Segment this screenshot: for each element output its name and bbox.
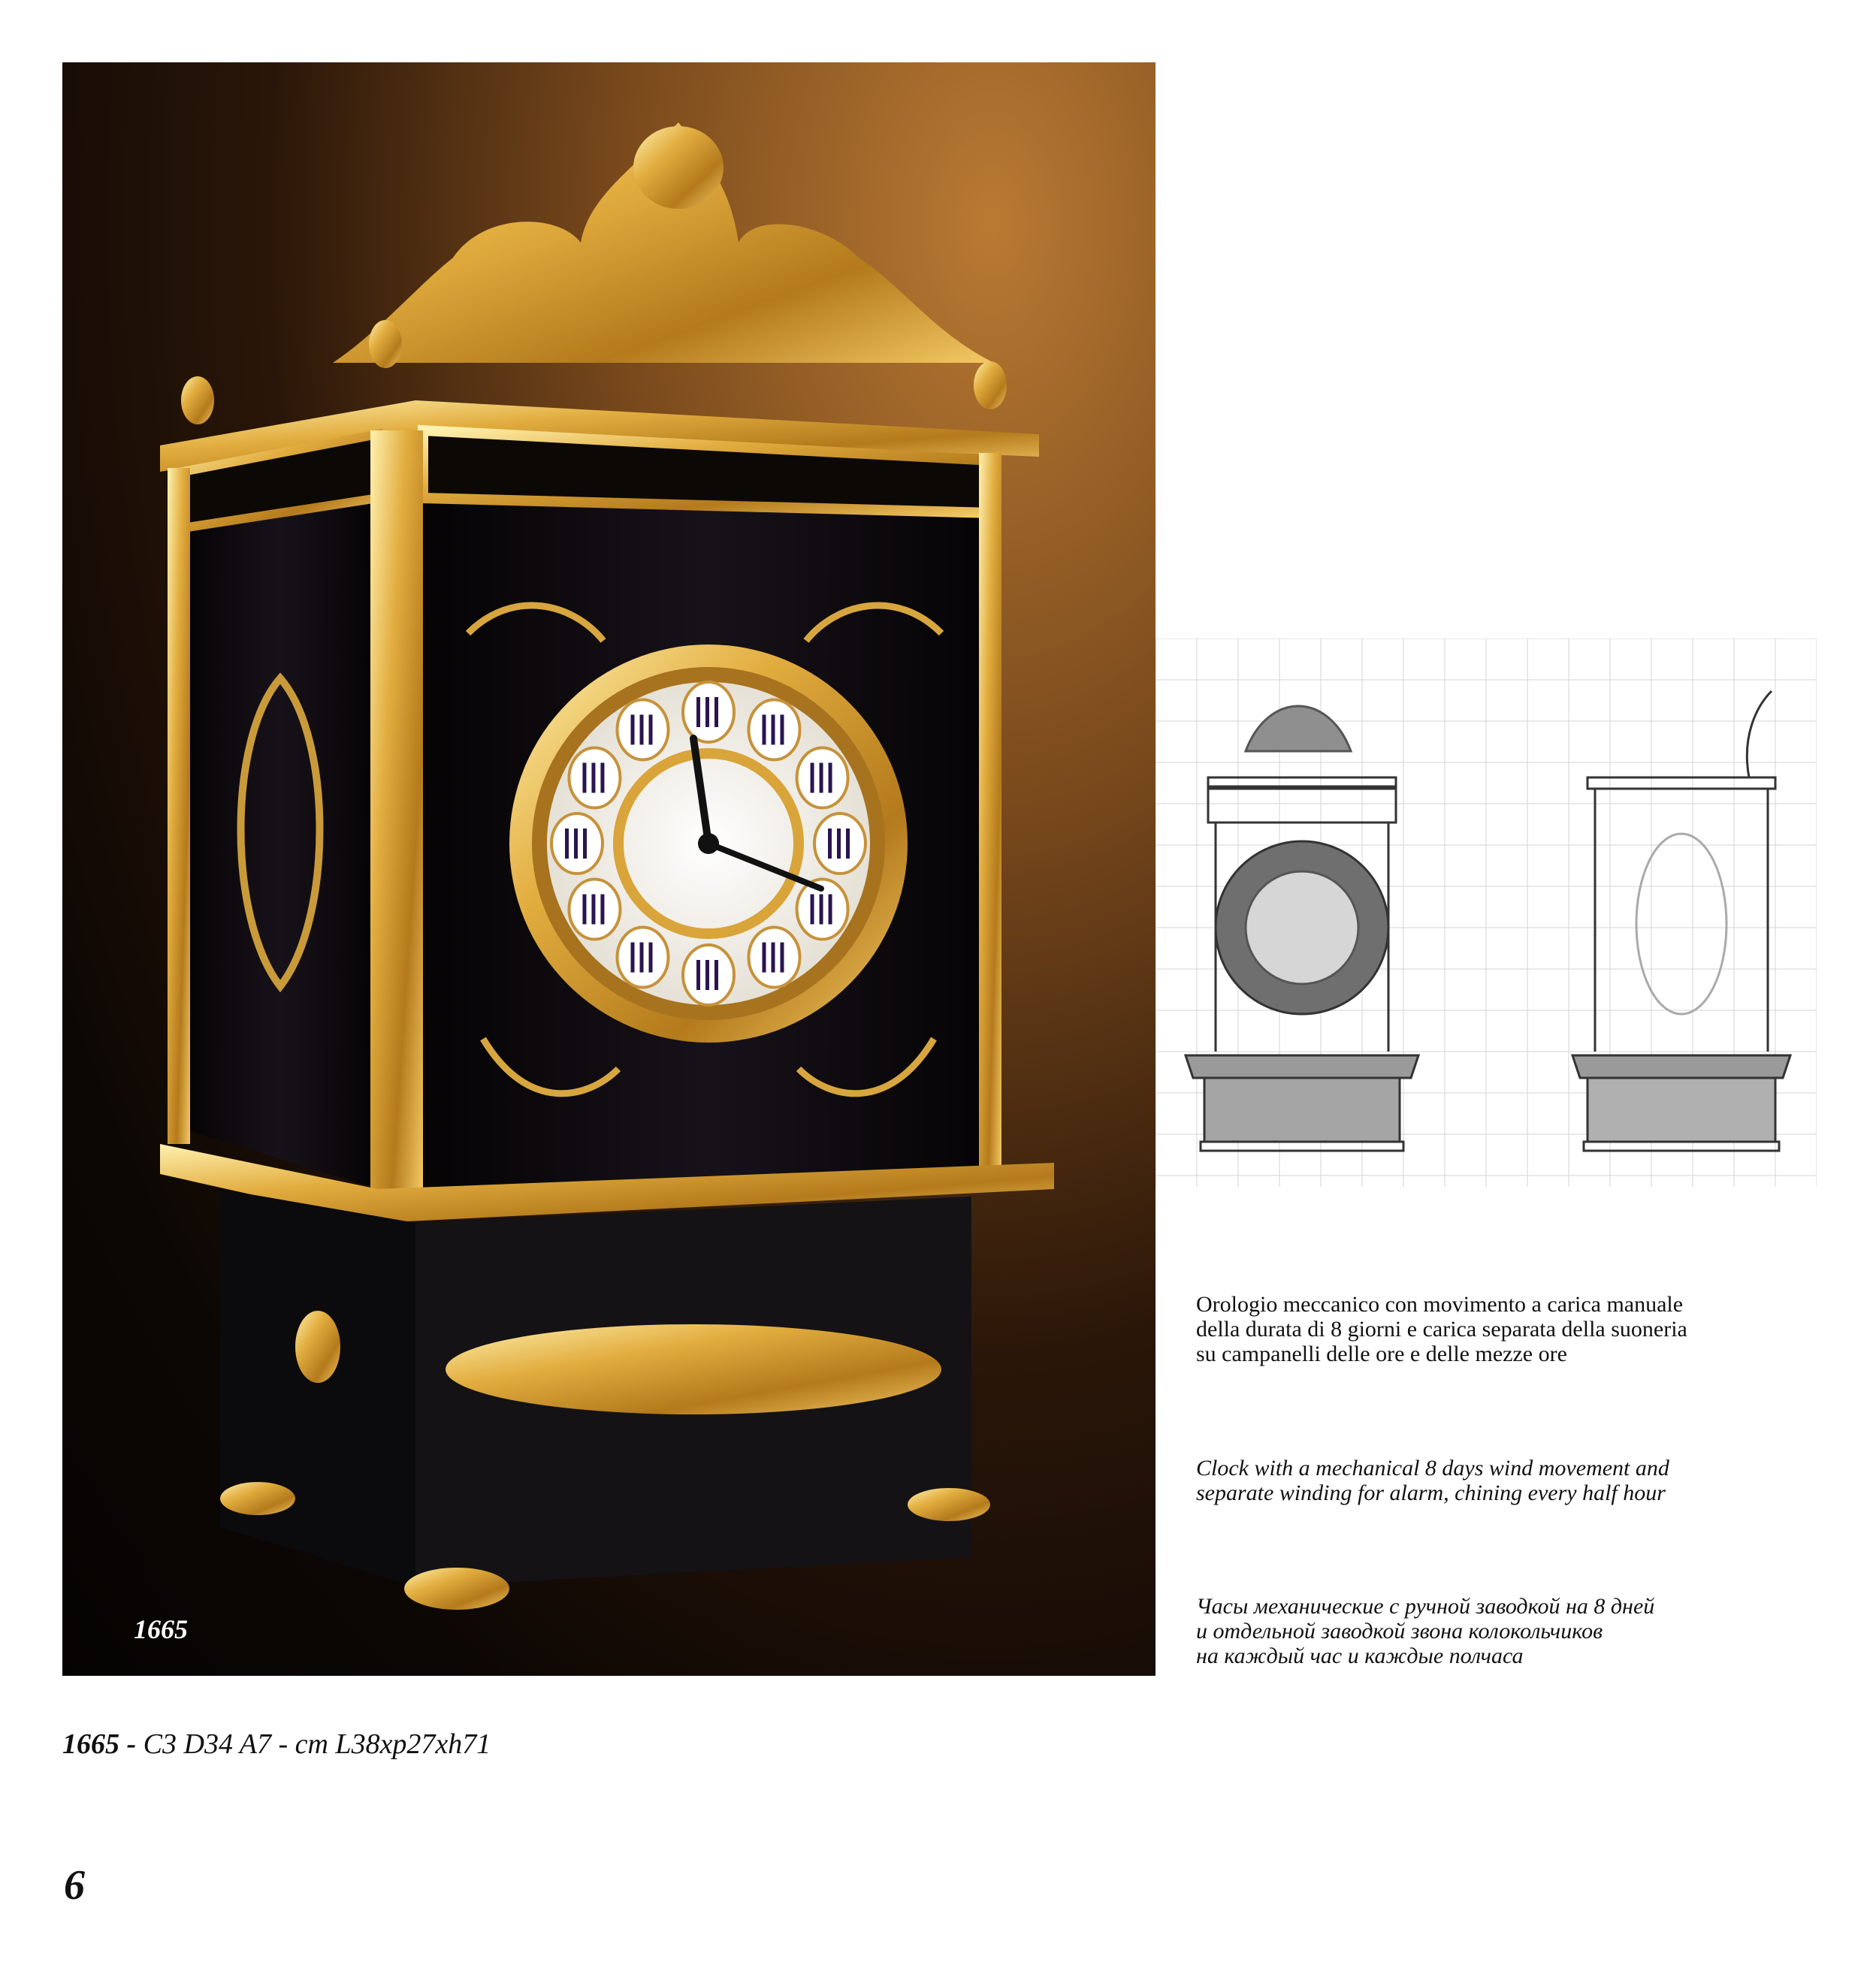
numeral-stroke [781, 714, 784, 744]
italian-line-2: della durata di 8 giorni e carica separata della suoneria [1196, 1317, 1687, 1342]
numeral-stroke [696, 960, 700, 990]
numeral-stroke [583, 829, 587, 859]
italian-line-1: Orologio meccanico con movimento a carica manuale [1196, 1292, 1684, 1317]
numeral-stroke [696, 697, 700, 727]
page-number: 6 [64, 1862, 85, 1909]
numeral-stroke [591, 763, 595, 793]
model-number-label: 1665 [134, 1614, 188, 1644]
numeral-stroke [820, 763, 823, 793]
numeral-stroke [781, 943, 784, 973]
base-ornament [446, 1324, 941, 1414]
numeral-stroke [820, 895, 823, 925]
caption-code: 1665 - [62, 1728, 137, 1760]
product-photo [62, 62, 1156, 1676]
sketch-drawing [1156, 638, 1817, 1187]
numeral-stroke [640, 943, 644, 973]
russian-line-1: Часы механические с ручной заводкой на 8 дней [1196, 1594, 1655, 1619]
numeral-stroke [600, 895, 604, 925]
clock-illustration [62, 62, 1156, 1676]
clock-dial [509, 644, 908, 1043]
description-russian [1196, 1594, 1654, 1668]
numeral-stroke [591, 895, 595, 925]
description-english [1196, 1456, 1669, 1505]
russian-line-2: и отдельной заводкой звона колокольчиков [1196, 1619, 1603, 1644]
description-italian [1196, 1292, 1687, 1366]
numeral-stroke [705, 960, 709, 990]
numeral-stroke [631, 943, 635, 973]
numeral-stroke [574, 829, 578, 859]
english-line-2: separate winding for alarm, chining every half hour [1196, 1481, 1666, 1505]
numeral-stroke [649, 943, 653, 973]
numeral-stroke [811, 763, 814, 793]
numeral-stroke [705, 697, 709, 727]
english-line-1: Clock with a mechanical 8 days wind movement and [1196, 1456, 1669, 1481]
numeral-stroke [829, 763, 832, 793]
numeral-stroke [846, 829, 850, 859]
technical-sketch [1156, 638, 1817, 1187]
numeral-stroke [640, 714, 644, 744]
numeral-stroke [829, 895, 832, 925]
russian-line-3: на каждый час и каждые полчаса [1196, 1644, 1524, 1668]
numeral-stroke [600, 763, 604, 793]
numeral-stroke [582, 763, 586, 793]
product-caption [62, 1728, 491, 1761]
numeral-stroke [714, 960, 718, 990]
numeral-stroke [714, 697, 718, 727]
numeral-stroke [772, 714, 775, 744]
italian-line-3: su campanelli delle ore e delle mezze ore [1196, 1342, 1567, 1366]
side-panel [183, 434, 378, 1189]
numeral-stroke [772, 943, 775, 973]
numeral-stroke [837, 829, 841, 859]
numeral-stroke [763, 943, 766, 973]
caption-details: C3 D34 A7 - cm L38xp27xh71 [143, 1728, 491, 1760]
numeral-stroke [828, 829, 832, 859]
numeral-stroke [631, 714, 635, 744]
numeral-stroke [811, 895, 814, 925]
crest-ornament [333, 122, 994, 363]
numeral-stroke [763, 714, 766, 744]
numeral-stroke [582, 895, 586, 925]
numeral-stroke [565, 829, 569, 859]
numeral-stroke [649, 714, 653, 744]
